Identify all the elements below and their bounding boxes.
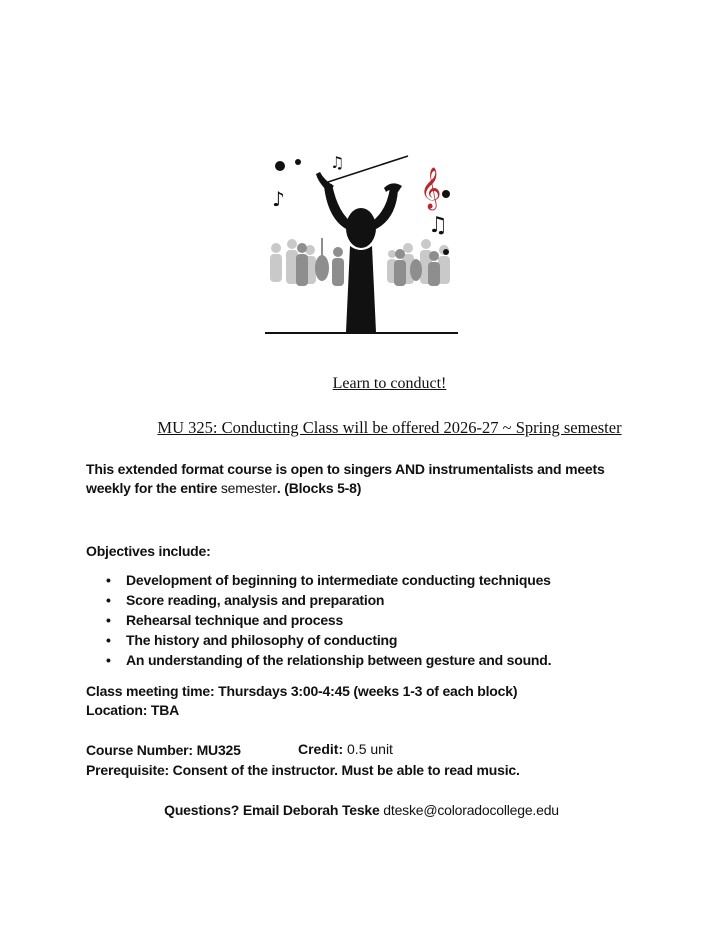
prerequisite: Prerequisite: Consent of the instructor. Must be able to read music. (86, 762, 520, 778)
svg-text:♫: ♫ (428, 213, 448, 238)
intro-text-2: semester (220, 480, 277, 496)
credit-label: Credit: (298, 741, 344, 757)
intro-paragraph (86, 460, 646, 498)
credit (298, 741, 393, 757)
course-announcement: MU 325: Conducting Class will be offered 2026-27 ~ Spring semester (157, 418, 622, 437)
objectives-list (106, 570, 666, 670)
course-number: Course Number: MU325 (86, 742, 241, 758)
questions-prefix: Questions? Email Deborah Teske (164, 802, 384, 818)
headline: Learn to conduct! (332, 375, 447, 392)
list-item: • Score reading, analysis and preparation (106, 590, 666, 610)
intro-text-3: . (Blocks 5-8) (276, 480, 362, 496)
svg-text:♪: ♪ (272, 187, 285, 211)
credit-value: 0.5 unit (343, 741, 393, 757)
objectives-heading: Objectives include: (86, 543, 211, 559)
conductor-orchestra-illustration (258, 150, 464, 338)
contact-email[interactable]: dteske@coloradocollege.edu (383, 802, 559, 818)
location: Location: TBA (86, 702, 180, 718)
svg-text:♫: ♫ (330, 153, 345, 172)
intro-text-1: This extended format course is open to singers AND instrumentalists and meets weekly for the entire (86, 461, 605, 496)
illustration-underline (265, 332, 458, 334)
meeting-time: Class meeting time: Thursdays 3:00-4:45 (weeks 1-3 of each block) (86, 683, 518, 699)
list-item: • Rehearsal technique and process (106, 610, 666, 630)
questions-line (0, 802, 723, 818)
svg-text:𝄞: 𝄞 (420, 168, 442, 209)
list-item: • The history and philosophy of conducting (106, 630, 666, 650)
list-item: • Development of beginning to intermediate conducting techniques (106, 570, 666, 590)
list-item: • An understanding of the relationship between gesture and sound. (106, 650, 666, 670)
